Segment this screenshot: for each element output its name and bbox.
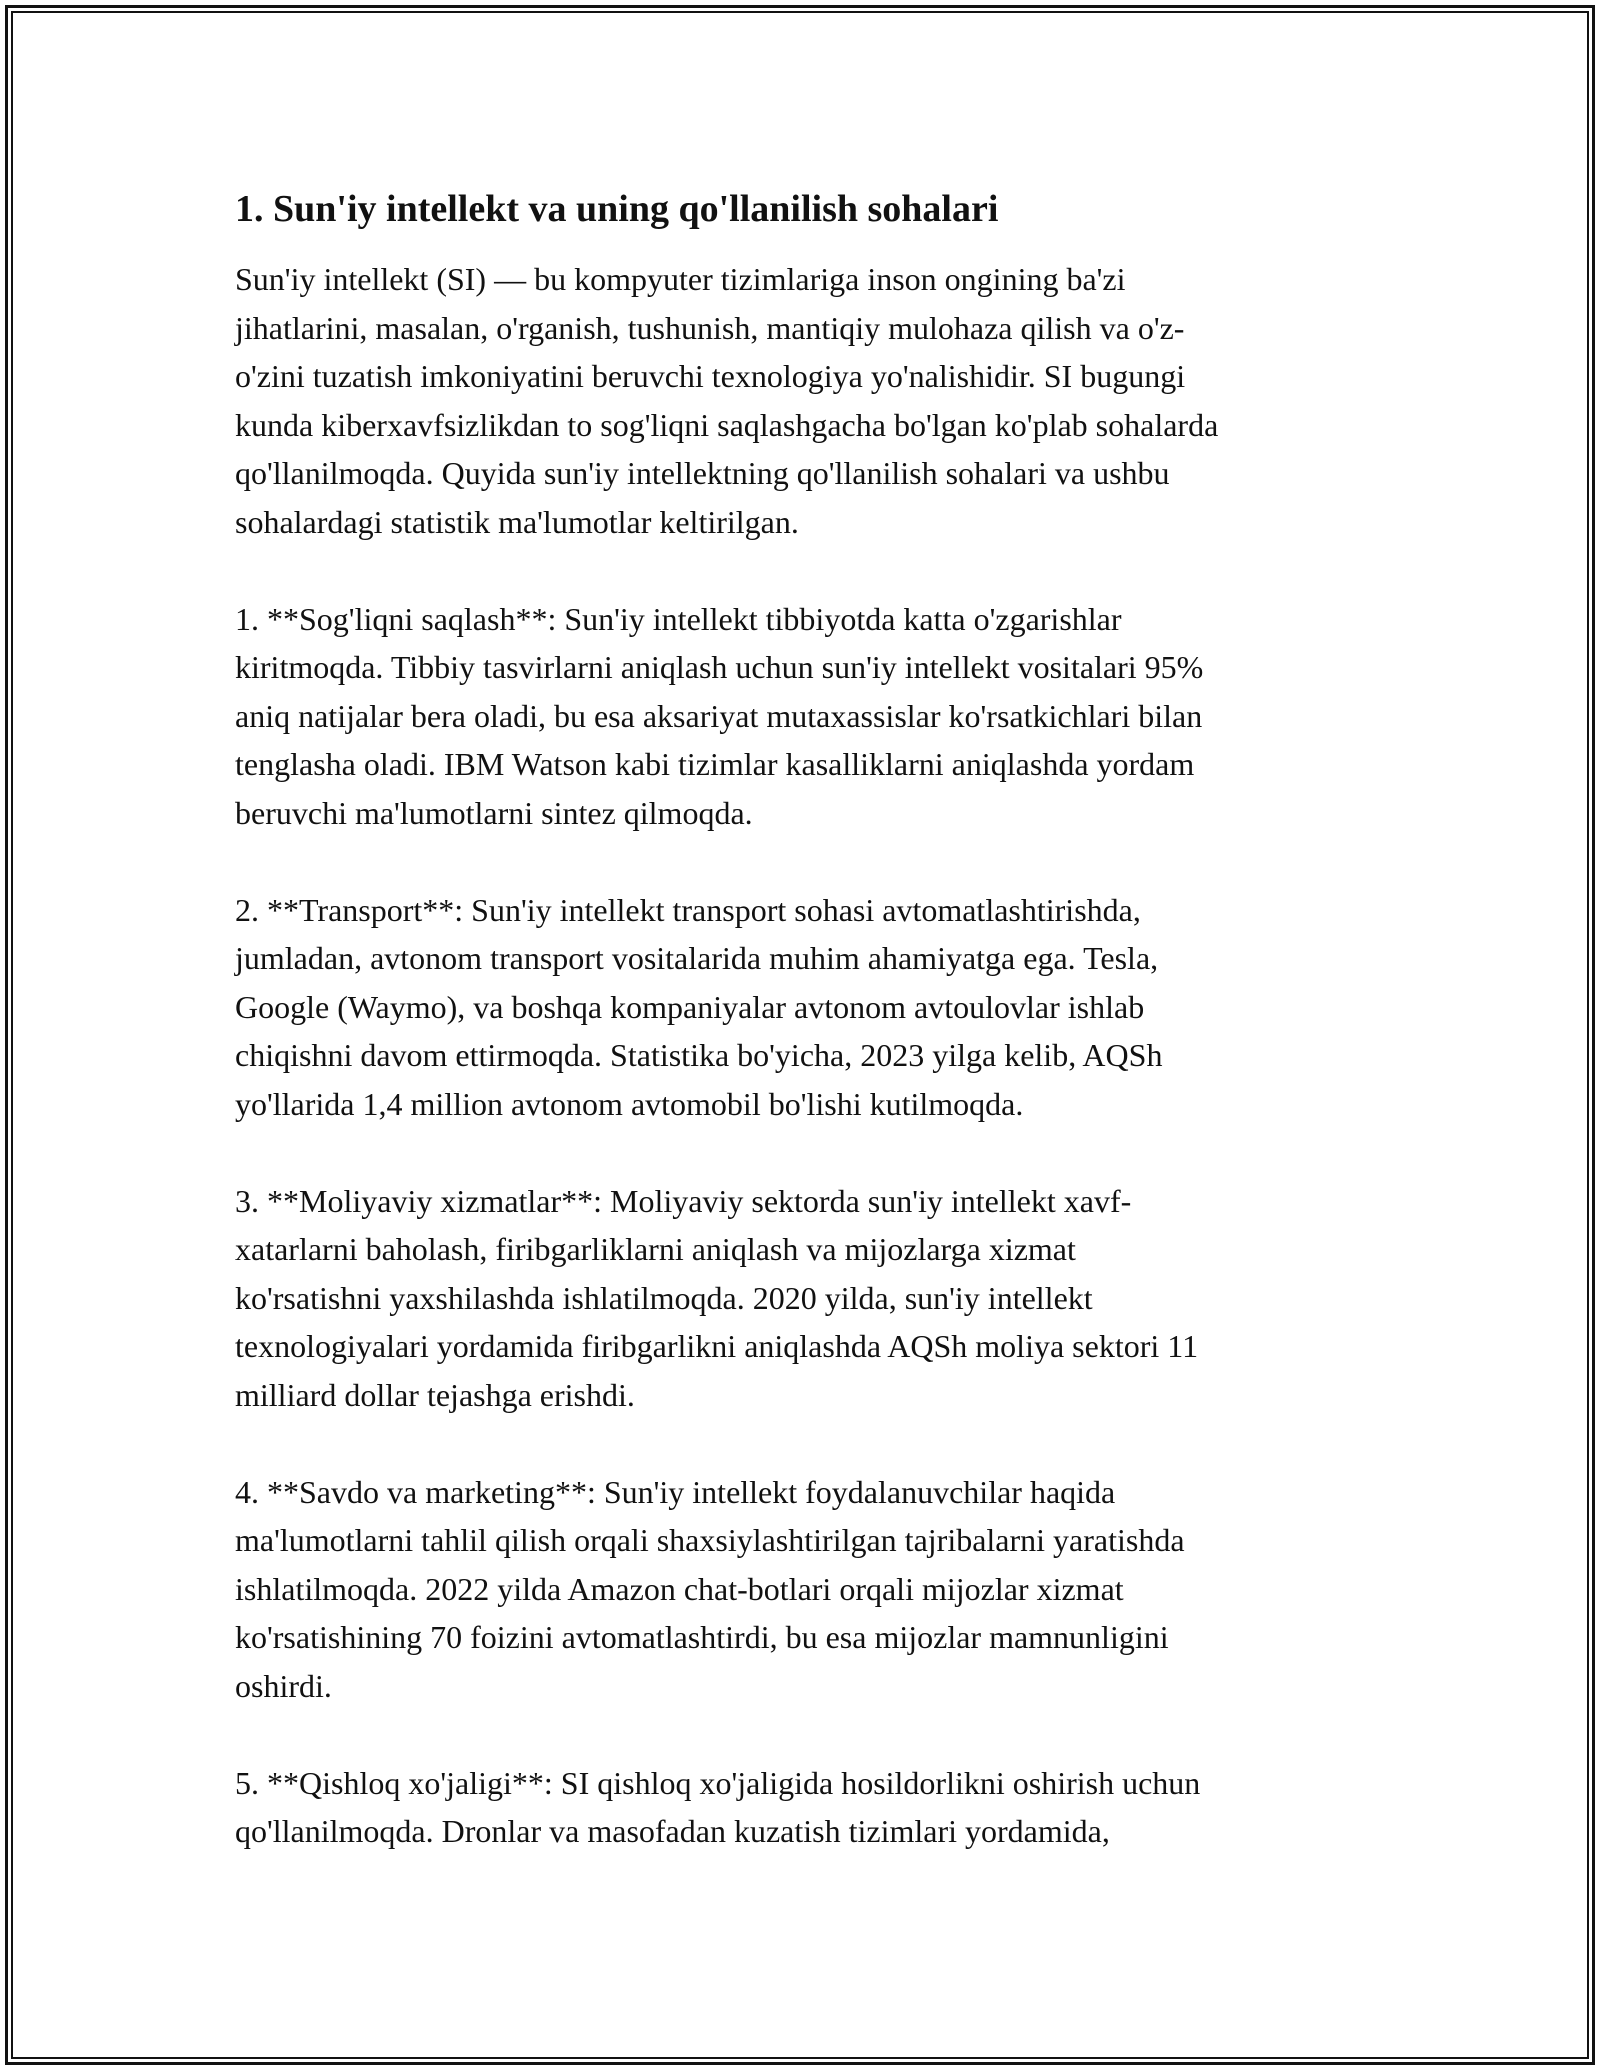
text-line: qo'llanilmoqda. Dronlar va masofadan kuzatish tizimlari yordamida, [235, 1813, 1110, 1849]
text-line: 1. **Sog'liqni saqlash**: Sun'iy intellekt tibbiyotda katta o'zgarishlar [235, 600, 1122, 637]
text-line: aniq natijalar bera oladi, bu esa aksariyat mutaxassislar ko'rsatkichlari bilan [235, 697, 1203, 734]
text-line: 3. **Moliyaviy xizmatlar**: Moliyaviy sektorda sun'iy intellekt xavf- [235, 1182, 1132, 1219]
page-title: 1. Sun'iy intellekt va uning qo'llanilish sohalari [235, 188, 999, 230]
text-line: o'zini tuzatish imkoniyatini beruvchi texnologiya yo'nalishidir. SI bugungi [235, 358, 1186, 394]
paragraph-list [235, 255, 1375, 1856]
text-line: kiritmoqda. Tibbiy tasvirlarni aniqlash uchun sun'iy intellekt vositalari 95% [235, 649, 1204, 685]
list-item-paragraph [235, 1759, 1375, 1856]
text-line: milliard dollar tejashga erishdi. [235, 1376, 635, 1413]
text-line: ko'rsatishni yaxshilashda ishlatilmoqda. 2020 yilda, sun'iy intellekt [235, 1279, 1093, 1316]
list-item-paragraph [235, 886, 1375, 1129]
list-item-paragraph [235, 595, 1375, 838]
text-line: oshirdi. [235, 1667, 332, 1704]
text-line: beruvchi ma'lumotlarni sintez qilmoqda. [235, 794, 753, 831]
text-line: texnologiyalari yordamida firibgarlikni aniqlashda AQSh moliya sektori 11 [235, 1328, 1199, 1364]
text-line: jihatlarini, masalan, o'rganish, tushunish, mantiqiy mulohaza qilish va o'z- [235, 309, 1185, 346]
text-line: 2. **Transport**: Sun'iy intellekt transport sohasi avtomatlashtirishda, [235, 891, 1141, 928]
list-item-paragraph [235, 1468, 1375, 1711]
text-line: ko'rsatishining 70 foizini avtomatlashtirdi, bu esa mijozlar mamnunligini [235, 1619, 1169, 1655]
text-line: chiqishni davom ettirmoqda. Statistika bo'yicha, 2023 yilga kelib, AQSh [235, 1037, 1163, 1073]
text-line: Sun'iy intellekt (SI) — bu kompyuter tizimlariga inson ongining ba'zi [235, 261, 1126, 297]
text-line: xatarlarni baholash, firibgarliklarni aniqlash va mijozlarga xizmat [235, 1231, 1076, 1267]
text-line: 5. **Qishloq xo'jaligi**: SI qishloq xo'jaligida hosildorlikni oshirish uchun [235, 1764, 1201, 1801]
text-line: ishlatilmoqda. 2022 yilda Amazon chat-botlari orqali mijozlar xizmat [235, 1570, 1124, 1607]
text-line: jumladan, avtonom transport vositalarida muhim ahamiyatga ega. Tesla, [235, 940, 1159, 976]
document-body [235, 185, 1375, 1904]
text-line: sohalardagi statistik ma'lumotlar keltirilgan. [235, 503, 799, 540]
text-line: qo'llanilmoqda. Quyida sun'iy intellektning qo'llanilish sohalari va ushbu [235, 455, 1170, 491]
text-line: kunda kiberxavfsizlikdan to sog'liqni saqlashgacha bo'lgan ko'plab sohalarda [235, 406, 1219, 443]
text-line: Google (Waymo), va boshqa kompaniyalar avtonom avtoulovlar ishlab [235, 988, 1145, 1025]
text-line: ma'lumotlarni tahlil qilish orqali shaxsiylashtirilgan tajribalarni yaratishda [235, 1522, 1185, 1558]
text-line: tenglasha oladi. IBM Watson kabi tizimlar kasalliklarni aniqlashda yordam [235, 746, 1195, 782]
text-line: 4. **Savdo va marketing**: Sun'iy intellekt foydalanuvchilar haqida [235, 1473, 1116, 1510]
text-line: yo'llarida 1,4 million avtonom avtomobil bo'lishi kutilmoqda. [235, 1085, 1024, 1122]
list-item-paragraph [235, 1177, 1375, 1420]
intro-paragraph [235, 255, 1375, 546]
